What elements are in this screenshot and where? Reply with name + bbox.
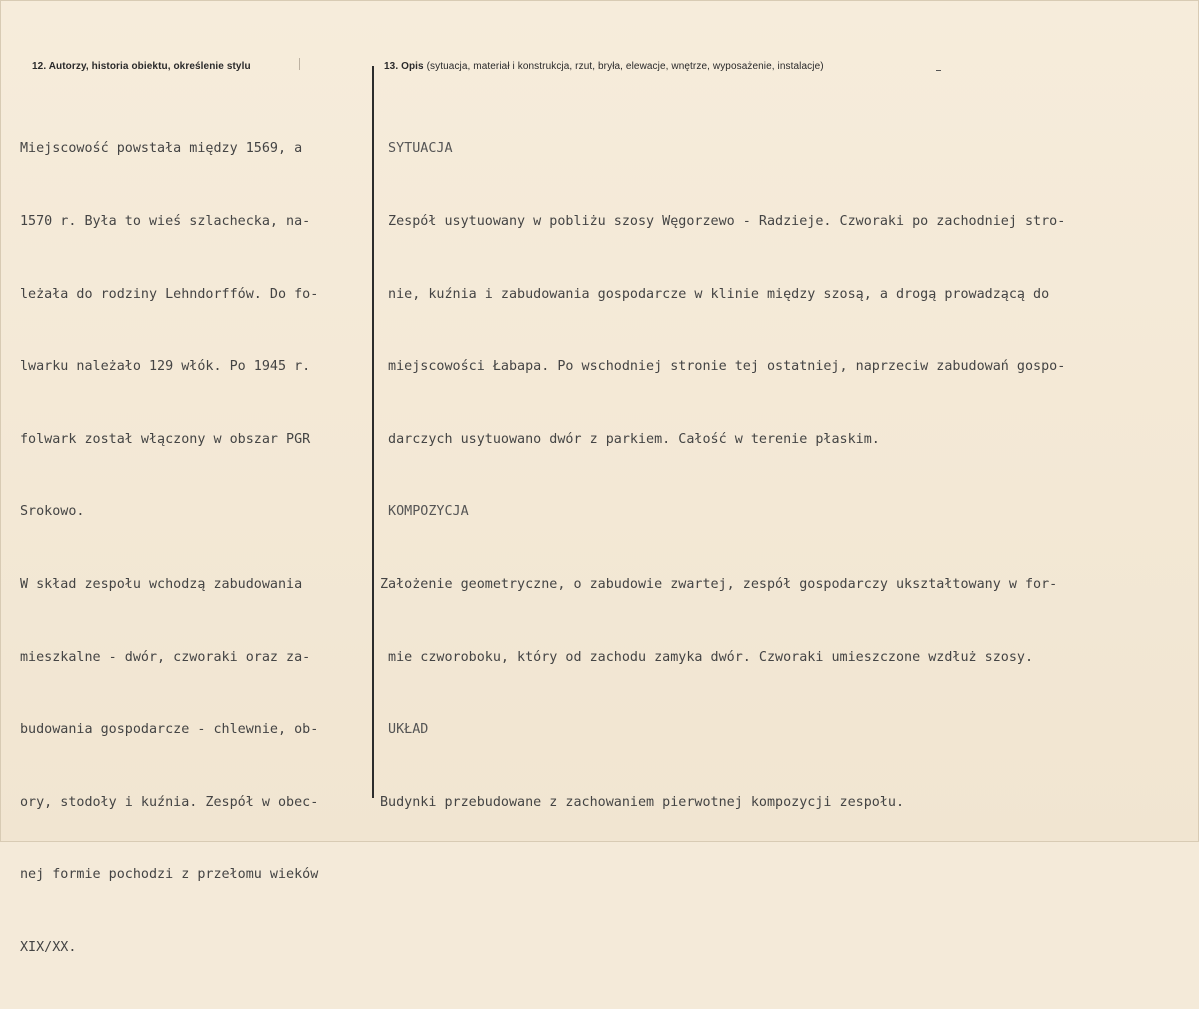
description-line: mie czworoboku, który od zachodu zamyka dwór. Czworaki umieszczone wzdłuż szosy. (380, 649, 1034, 665)
heading-uklad: UKŁAD (380, 722, 429, 738)
history-line: lwarku należało 129 włók. Po 1945 r. (20, 359, 311, 375)
heading-kompozycja: KOMPOZYCJA (380, 504, 469, 520)
section-13-label-bold: Opis (401, 61, 424, 72)
history-line: leżała do rodziny Lehndorffów. Do fo- (20, 286, 319, 302)
description-line: miejscowości Łabapa. Po wschodniej stronie tej ostatniej, naprzeciw zabudowań gospo- (380, 359, 1066, 375)
section-13-number: 13. (384, 61, 399, 72)
header-dash-mark (936, 70, 941, 71)
history-line: Miejscowość powstała między 1569, a (20, 141, 303, 157)
history-line: mieszkalne - dwór, czworaki oraz za- (20, 649, 311, 665)
header-tick-mark (299, 58, 300, 70)
history-line: XIX/XX. (20, 939, 77, 955)
description-line: Budynki przebudowane z zachowaniem pierwotnej kompozycji zespołu. (380, 794, 905, 810)
history-line: 1570 r. Była to wieś szlachecka, na- (20, 214, 311, 229)
history-line: Srokowo. (20, 504, 85, 520)
description-line: Zespół usytuowany w pobliżu szosy Węgorzewo - Radzieje. Czworaki po zachodniej stro- (380, 214, 1066, 229)
description-line: darczych usytuowano dwór z parkiem. Całość w terenie płaskim. (380, 431, 880, 447)
history-line: nej formie pochodzi z przełomu wieków (20, 867, 319, 883)
section-12-number: 12. (32, 61, 47, 72)
description-line: nie, kuźnia i zabudowania gospodarcze w klinie między szosą, a drogą prowadzącą do (380, 286, 1050, 302)
history-line: folwark został włączony w obszar PGR (20, 431, 311, 447)
heading-sytuacja: SYTUACJA (380, 141, 453, 157)
history-line: W skład zespołu wchodzą zabudowania (20, 576, 303, 592)
column-divider (372, 66, 374, 798)
description-line: Założenie geometryczne, o zabudowie zwartej, zespół gospodarczy ukształtowany w for- (380, 576, 1058, 592)
history-text (20, 89, 318, 1009)
section-12-header (32, 61, 251, 72)
section-13-label: (sytuacja, materiał i konstrukcja, rzut, bryła, elewacje, wnętrze, wyposażenie, instalacje) (426, 61, 824, 72)
section-12-label: Autorzy, historia obiektu, określenie stylu (48, 61, 251, 72)
history-line: budowania gospodarcze - chlewnie, ob- (20, 722, 319, 738)
history-line: ory, stodoły i kuźnia. Zespół w obec- (20, 794, 319, 810)
section-13-header (384, 61, 824, 72)
description-text (380, 89, 1065, 863)
